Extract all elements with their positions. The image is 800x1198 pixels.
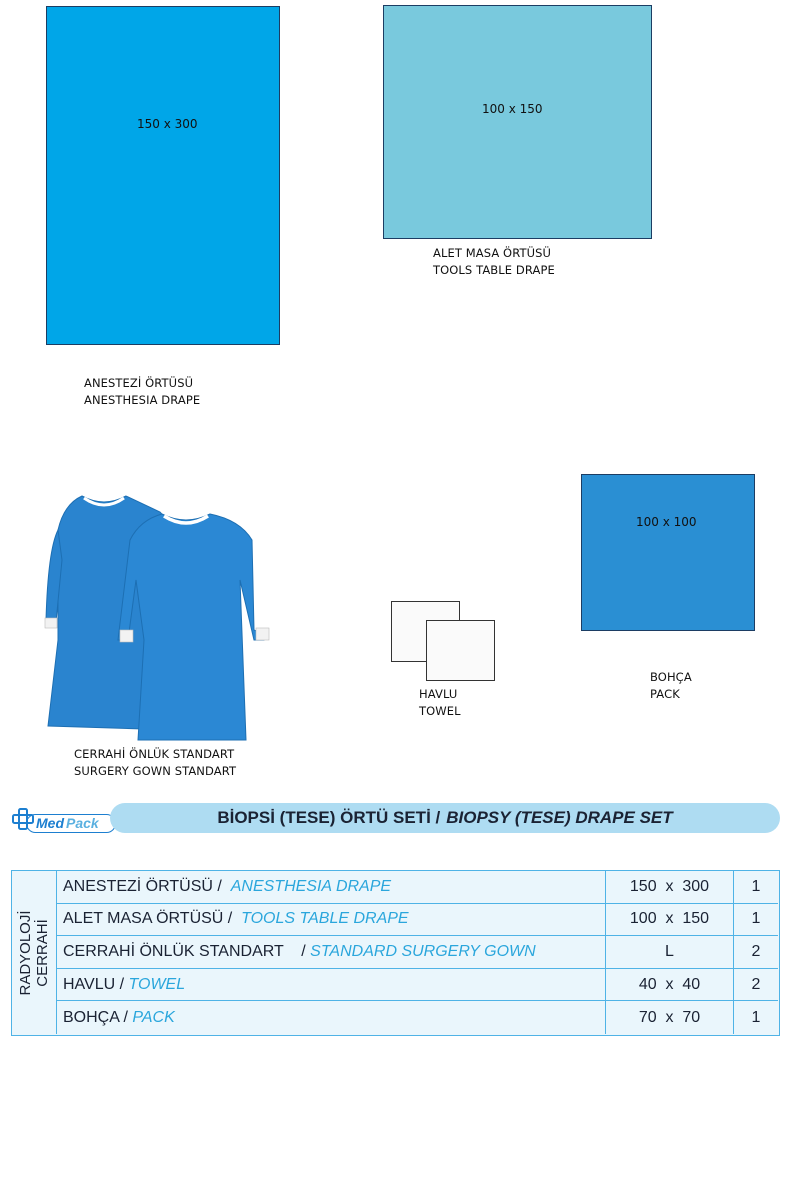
row-name-en: STANDARD SURGERY GOWN bbox=[310, 942, 536, 960]
row-name-cell bbox=[57, 936, 606, 968]
set-title-bar bbox=[110, 803, 780, 833]
set-title-tr: BİOPSİ (TESE) ÖRTÜ SETİ / bbox=[217, 808, 441, 827]
tools-table-drape-caption bbox=[433, 245, 555, 279]
row-name-en: TOOLS TABLE DRAPE bbox=[241, 910, 409, 928]
pack-caption-en: PACK bbox=[650, 687, 680, 701]
row-name-en: ANESTHESIA DRAPE bbox=[230, 877, 392, 895]
medpack-logo bbox=[12, 806, 112, 834]
row-name-tr: HAVLU / bbox=[63, 975, 125, 993]
row-size-cell: 70 x 70 bbox=[606, 1001, 734, 1034]
side-label-line1: RADYOLOJİ bbox=[17, 910, 34, 996]
pack-caption bbox=[650, 669, 692, 703]
row-qty-cell: 1 bbox=[751, 910, 761, 928]
logo-text-med: Med bbox=[36, 815, 64, 831]
table-row bbox=[57, 1001, 778, 1034]
anesthesia-caption-tr: ANESTEZİ ÖRTÜSÜ bbox=[84, 376, 194, 390]
row-name-cell bbox=[57, 969, 606, 1001]
table-row bbox=[57, 969, 778, 1002]
surgery-gown-illustration bbox=[40, 490, 280, 745]
pack-illustration bbox=[581, 474, 755, 631]
set-title-en: BIOPSY (TESE) DRAPE SET bbox=[446, 808, 673, 827]
row-name-en: TOWEL bbox=[128, 975, 186, 993]
row-size-cell: 150 x 300 bbox=[606, 871, 734, 903]
row-qty-cell: 2 bbox=[751, 942, 761, 960]
anesthesia-drape-caption bbox=[84, 375, 200, 409]
pack-caption-tr: BOHÇA bbox=[650, 670, 692, 684]
row-name-cell bbox=[57, 1001, 606, 1034]
row-qty-cell: 1 bbox=[751, 1008, 761, 1026]
gown-caption-tr: CERRAHİ ÖNLÜK STANDART bbox=[74, 747, 235, 761]
row-size-cell: 100 x 150 bbox=[606, 904, 734, 936]
table-row bbox=[57, 904, 778, 937]
table-row bbox=[57, 871, 778, 904]
gown-caption-en: SURGERY GOWN STANDART bbox=[74, 764, 237, 778]
row-name-en: PACK bbox=[132, 1008, 175, 1026]
side-label-line2: CERRAHİ bbox=[34, 919, 51, 987]
contents-table bbox=[11, 870, 780, 1036]
row-name-tr: ALET MASA ÖRTÜSÜ / bbox=[63, 910, 233, 928]
pack-dimension: 100 x 100 bbox=[636, 515, 697, 529]
anesthesia-drape-illustration bbox=[46, 6, 280, 345]
row-name-tr: BOHÇA / bbox=[63, 1008, 128, 1026]
row-name-tr: ANESTEZİ ÖRTÜSÜ / bbox=[63, 877, 222, 895]
row-qty-cell: 1 bbox=[751, 877, 761, 895]
surgery-gown-caption bbox=[74, 746, 236, 780]
table-row bbox=[57, 936, 778, 969]
anesthesia-drape-dimension: 150 x 300 bbox=[137, 117, 198, 131]
towel-caption-tr: HAVLU bbox=[419, 687, 458, 701]
towel-caption-en: TOWEL bbox=[419, 704, 461, 718]
tools-table-drape-illustration bbox=[383, 5, 652, 239]
anesthesia-caption-en: ANESTHESIA DRAPE bbox=[84, 393, 201, 407]
table-side-label-cell bbox=[12, 871, 57, 1034]
row-name-cell bbox=[57, 904, 606, 936]
logo-text-pack: Pack bbox=[66, 815, 99, 831]
table-side-label bbox=[17, 910, 51, 995]
towel-caption bbox=[419, 686, 461, 720]
row-qty-cell: 2 bbox=[751, 975, 761, 993]
row-size-cell: 40 x 40 bbox=[606, 969, 734, 1001]
tools-caption-tr: ALET MASA ÖRTÜSÜ bbox=[433, 246, 552, 260]
row-name-tr: CERRAHİ ÖNLÜK STANDART / bbox=[63, 942, 306, 960]
row-size-cell: L bbox=[606, 936, 734, 968]
towel-illustration-front bbox=[426, 620, 495, 681]
tools-caption-en: TOOLS TABLE DRAPE bbox=[433, 263, 555, 277]
row-name-cell bbox=[57, 871, 606, 903]
tools-table-drape-dimension: 100 x 150 bbox=[482, 102, 543, 116]
